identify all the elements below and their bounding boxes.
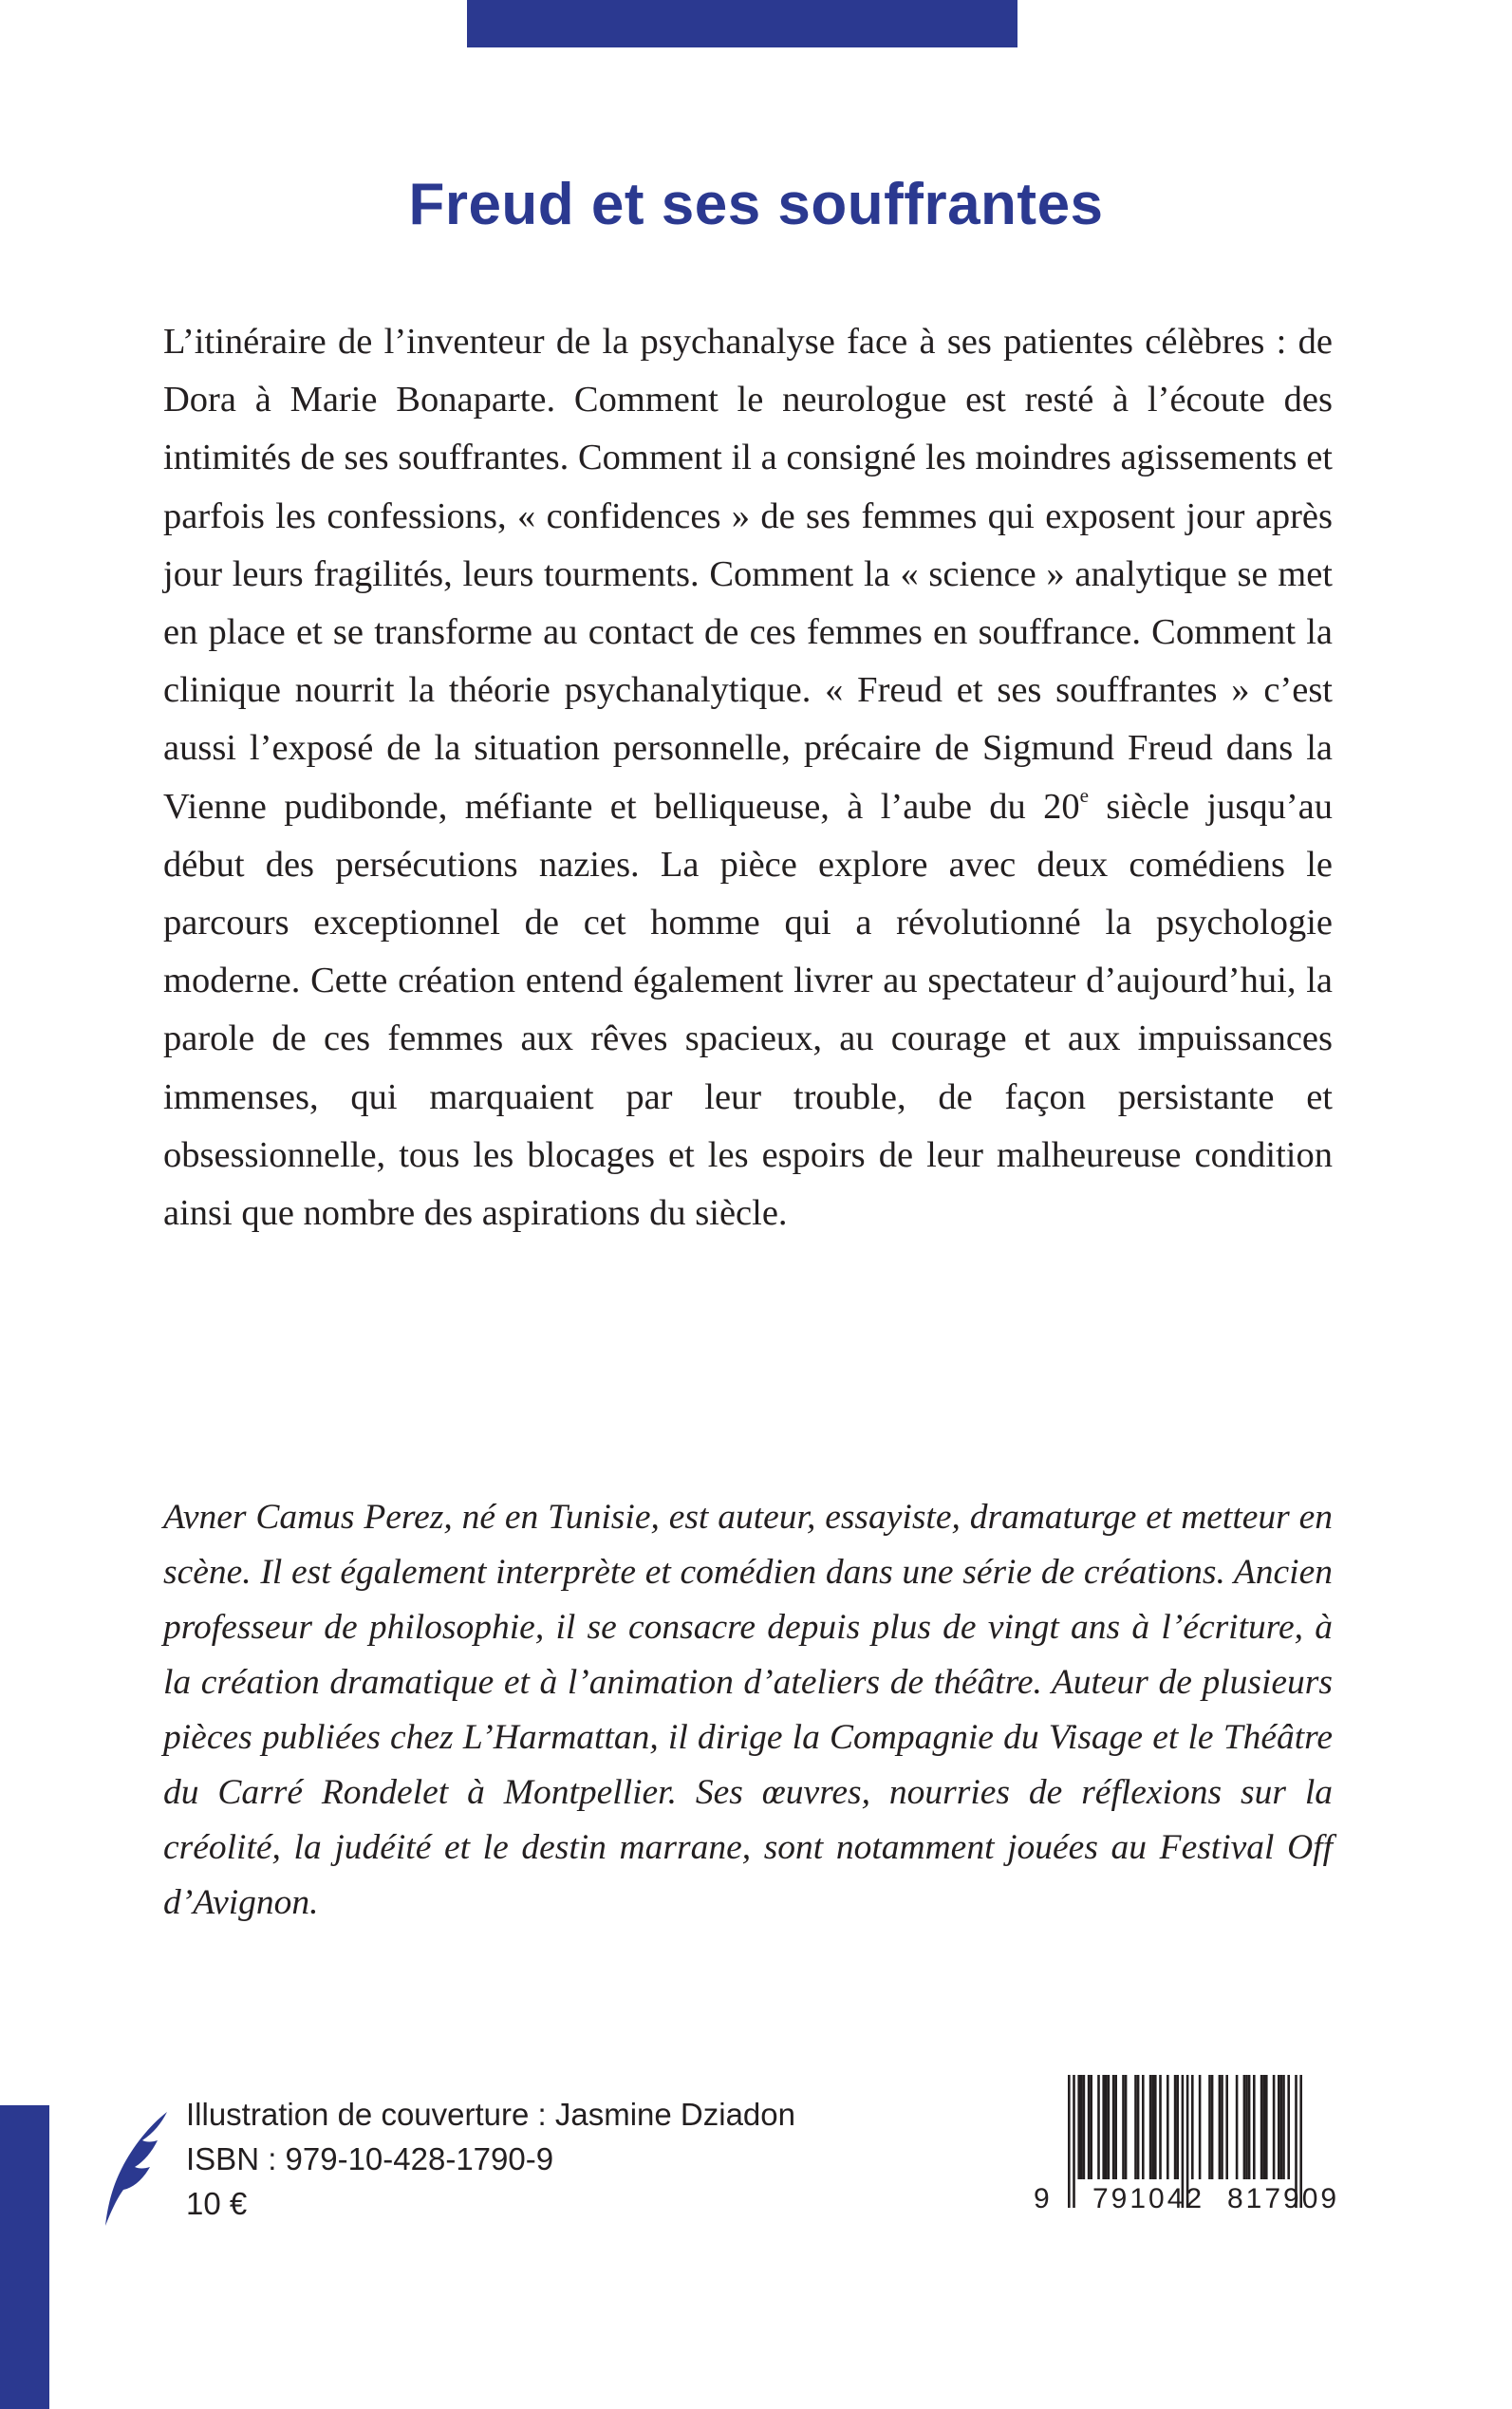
barcode-bar: [1278, 2075, 1280, 2179]
barcode-bar: [1211, 2075, 1214, 2179]
barcode-bar: [1105, 2075, 1108, 2179]
barcode-bar: [1253, 2075, 1256, 2179]
barcode-bar: [1174, 2075, 1177, 2179]
barcode-bar: [1280, 2075, 1283, 2179]
illustration-credit: Illustration de couverture : Jasmine Dziadon: [186, 2097, 795, 2132]
barcode-bar: [1262, 2075, 1265, 2179]
barcode-bar: [1122, 2075, 1125, 2179]
book-summary: [163, 313, 1333, 1242]
barcode-bar: [1282, 2075, 1285, 2179]
barcode-bar: [1154, 2075, 1157, 2179]
barcode-bar: [1073, 2075, 1075, 2208]
barcode-bar: [1149, 2075, 1152, 2179]
barcode-bar: [1134, 2075, 1137, 2179]
barcode-bar: [1097, 2075, 1100, 2179]
barcode-bar: [1125, 2075, 1128, 2179]
isbn-line: ISBN : 979-10-428-1790-9: [186, 2141, 554, 2176]
top-color-band: [467, 0, 1017, 47]
isbn-barcode: [1030, 2075, 1324, 2269]
author-biography: Avner Camus Perez, né en Tunisie, est auteur, essayiste, dramaturge et metteur en scène. Il est également interprète et comédien dans une série de créations. Ancien professeur de philosophie, il se consacre depuis plus de vingt ans à l’écriture, à la création dramatique et à l’animation d’ateliers de théâtre. Auteur de plusieurs pièces publiées chez L’Harmattan, il dirige la Compagnie du Visage et le Théâtre du Carré Rondelet à Montpellier. Ses œuvres, nourries de réflexions sur la créolité, la judéité et le destin marrane, sont notamment jouées au Festival Off d’Avignon.: [163, 1498, 1333, 1922]
barcode-bar: [1260, 2075, 1263, 2179]
barcode-bar: [1108, 2075, 1111, 2179]
summary-text-part1: L’itinéraire de l’inventeur de la psychanalyse face à ses patientes célèbres : de Dora à Marie Bonaparte. Comment le neurologue est resté à l’écoute des intimités de ses souffrantes. Comment il a consigné les moindres agissements et parfois les confessions, « confidences » de ses femmes qui exposent jour après jour leurs fragilités, leurs tourments. Comment la « science » analytique se met en place et se transforme au contact de ces femmes en souffrance. Comment la clinique nourrit la théorie psychanalytique. « Freud et ses souffrantes » c’est aussi l’exposé de la situation personnelle, précaire de Sigmund Freud dans la Vienne pudibonde, méfiante et belliqueuse, à l’aube du 20: [163, 322, 1333, 827]
book-title: Freud et ses souffrantes: [408, 172, 1104, 237]
barcode-bar: [1225, 2075, 1228, 2179]
barcode-bar: [1199, 2075, 1202, 2179]
barcode-bar: [1080, 2075, 1083, 2179]
barcode-bar: [1083, 2075, 1086, 2179]
barcode-bar: [1112, 2075, 1115, 2179]
barcode-bar: [1287, 2075, 1290, 2179]
barcode-right-digits: 817909: [1227, 2183, 1340, 2214]
barcode-bar: [1265, 2075, 1268, 2179]
barcode-bar: [1273, 2075, 1276, 2179]
barcode-bar: [1114, 2075, 1117, 2179]
barcode-bar: [1142, 2075, 1145, 2179]
barcode-bar: [1221, 2075, 1223, 2179]
barcode-bar: [1151, 2075, 1154, 2179]
barcode-bar: [1102, 2075, 1105, 2179]
barcode-bar: [1219, 2075, 1222, 2179]
credits-block: [186, 2092, 795, 2226]
price: 10 €: [186, 2186, 248, 2221]
barcode-bar: [1068, 2075, 1071, 2208]
barcode-left-digits: 791042: [1092, 2183, 1205, 2214]
spine-color-band: [0, 2105, 49, 2409]
barcode-bar: [1088, 2075, 1091, 2179]
barcode-bar: [1191, 2075, 1194, 2179]
barcode-bar: [1176, 2075, 1179, 2179]
barcode-bar: [1137, 2075, 1140, 2179]
barcode-bar: [1167, 2075, 1169, 2179]
barcode-bar: [1243, 2075, 1246, 2179]
summary-text-part2: siècle jusqu’au début des persécutions nazies. La pièce explore avec deux comédiens le parcours exceptionnel de cet homme qui a révolutionné la psychologie moderne. Cette création entend également livrer au spectateur d’aujourd’hui, la parole de ces femmes aux rêves spacieux, au courage et aux impuissances immenses, qui marquaient par leur trouble, de façon persistante et obsessionnelle, tous les blocages et les espoirs de leur malheureuse condition ainsi que nombre des aspirations du siècle.: [163, 786, 1333, 1234]
barcode-bar: [1077, 2075, 1080, 2179]
barcode-bar: [1236, 2075, 1239, 2179]
barcode-bar: [1248, 2075, 1251, 2179]
summary-superscript: e: [1079, 783, 1090, 807]
barcode-bar: [1159, 2075, 1162, 2179]
barcode-bar: [1245, 2075, 1248, 2179]
barcode-bar: [1208, 2075, 1211, 2179]
barcode-lead-digit: 9: [1034, 2183, 1050, 2214]
feather-quill-icon: [101, 2110, 171, 2232]
barcode-bar: [1090, 2075, 1092, 2179]
